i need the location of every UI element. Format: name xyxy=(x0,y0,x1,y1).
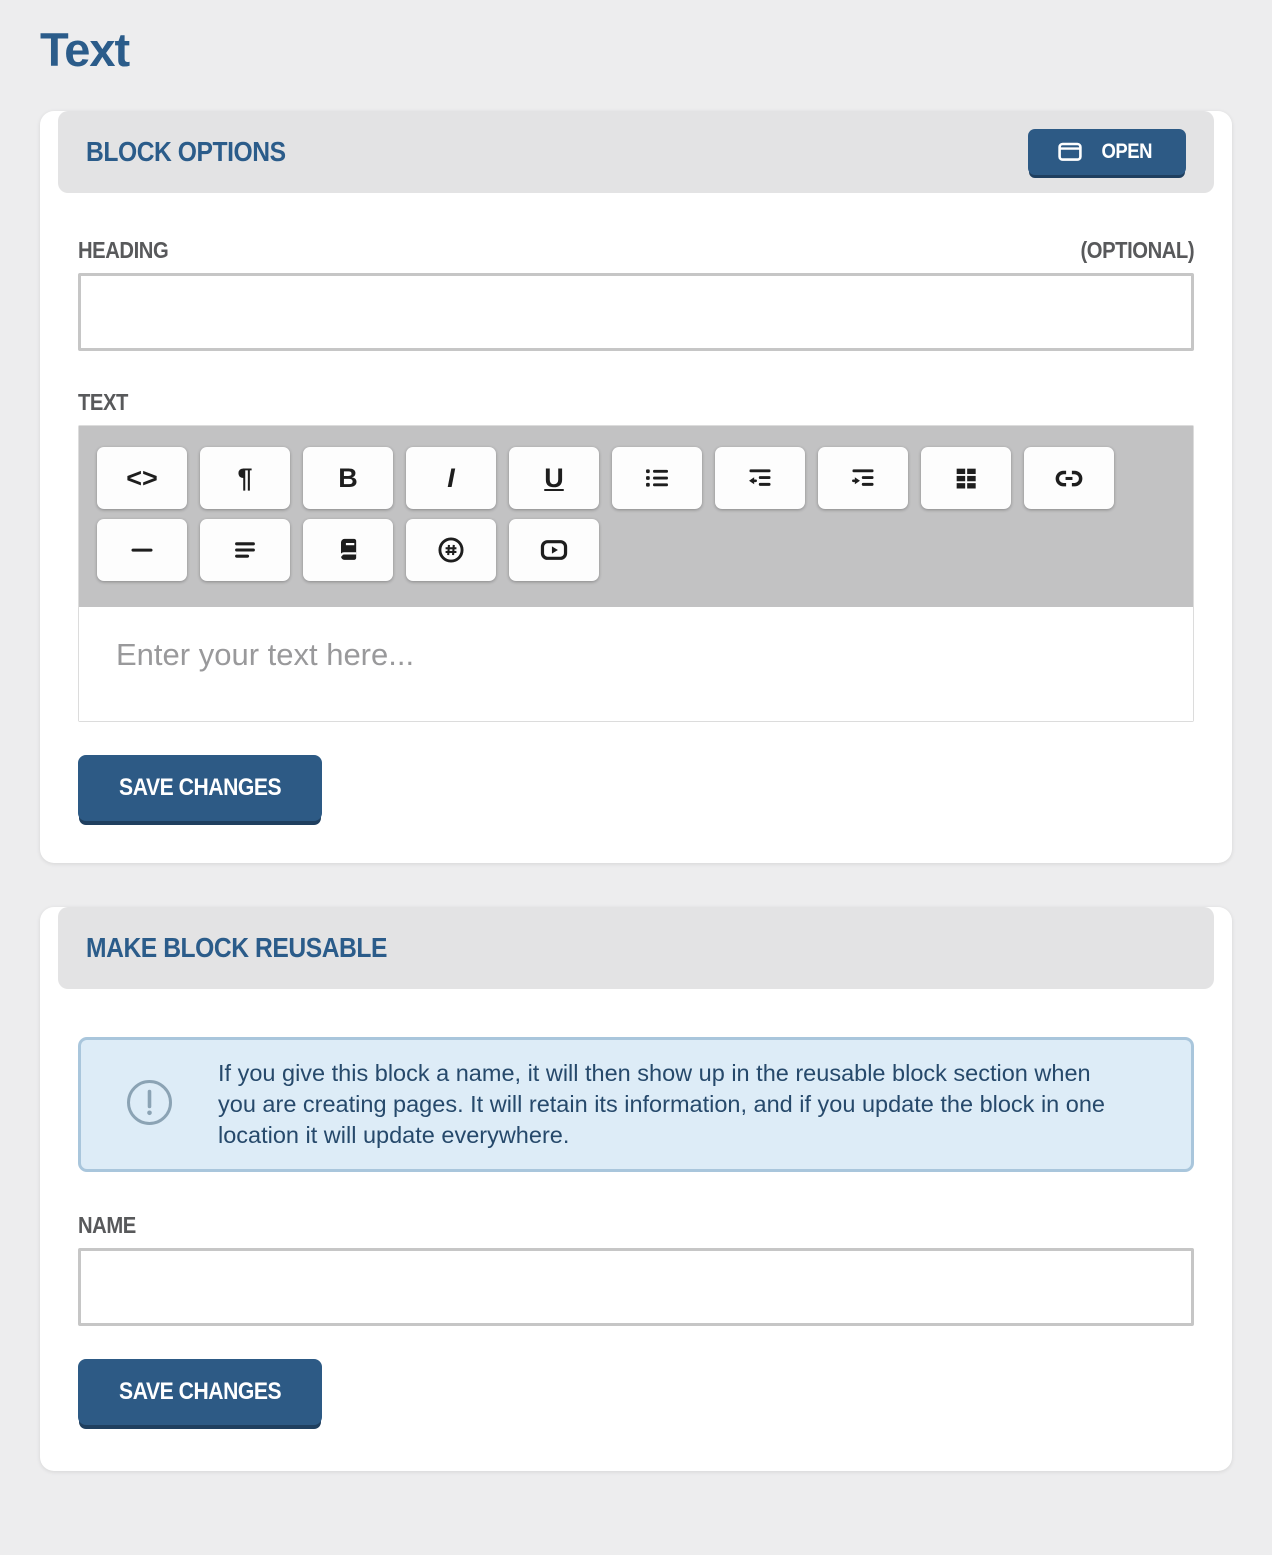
toolbar-bold-button[interactable] xyxy=(303,447,393,509)
insert-table-icon xyxy=(952,464,980,492)
underline-icon: U xyxy=(544,462,564,493)
unordered-list-icon xyxy=(643,464,671,492)
make-block-reusable-header xyxy=(58,907,1214,989)
rich-text-editor xyxy=(78,425,1194,722)
outdent-icon xyxy=(746,464,774,492)
editor-toolbar xyxy=(79,426,1193,607)
italic-icon: I xyxy=(447,462,455,493)
insert-video-icon xyxy=(539,536,569,564)
reusable-info-text: If you give this block a name, it will then show up in the reusable block section when you are creating pages. It will retain its information, and if you update the block in one location it will update everywhere. xyxy=(218,1060,1105,1148)
editor-placeholder: Enter your text here... xyxy=(116,637,415,672)
toolbar-align-button[interactable] xyxy=(200,519,290,581)
toolbar-unordered-list-button[interactable] xyxy=(612,447,702,509)
make-block-reusable-title: MAKE BLOCK REUSABLE xyxy=(86,932,388,963)
code-icon: <> xyxy=(126,462,158,493)
toolbar-underline-button[interactable] xyxy=(509,447,599,509)
heading-label: HEADING xyxy=(78,237,169,263)
save-changes-button[interactable] xyxy=(78,755,322,821)
toolbar-insert-link-button[interactable] xyxy=(1024,447,1114,509)
save-changes-label: SAVE CHANGES xyxy=(119,774,282,801)
reusable-save-changes-label: SAVE CHANGES xyxy=(119,1378,282,1405)
heading-optional-label: (OPTIONAL) xyxy=(1080,237,1194,263)
horizontal-rule-icon xyxy=(128,536,156,564)
toolbar-horizontal-rule-button[interactable] xyxy=(97,519,187,581)
window-icon xyxy=(1058,141,1082,163)
bold-icon: B xyxy=(338,462,358,493)
text-label: TEXT xyxy=(78,389,128,415)
anchor-hash-icon xyxy=(436,535,466,565)
exclamation-icon xyxy=(125,1078,174,1132)
block-options-title: BLOCK OPTIONS xyxy=(86,136,286,167)
make-block-reusable-body xyxy=(40,1007,1232,1471)
open-button[interactable] xyxy=(1028,129,1186,175)
toolbar-insert-video-button[interactable] xyxy=(509,519,599,581)
toolbar-indent-button[interactable] xyxy=(818,447,908,509)
page-title: Text xyxy=(40,23,130,76)
indent-icon xyxy=(849,464,877,492)
make-block-reusable-card xyxy=(40,907,1232,1471)
toolbar-italic-button[interactable] xyxy=(406,447,496,509)
block-options-body xyxy=(40,211,1232,863)
toolbar-code-button[interactable] xyxy=(97,447,187,509)
insert-link-icon xyxy=(1054,464,1084,492)
reusable-info-box xyxy=(78,1037,1194,1172)
toolbar-anchor-hash-button[interactable] xyxy=(406,519,496,581)
reusable-save-changes-button[interactable] xyxy=(78,1359,322,1425)
toolbar-outdent-button[interactable] xyxy=(715,447,805,509)
name-input[interactable] xyxy=(78,1248,1194,1326)
open-button-label: OPEN xyxy=(1101,140,1153,163)
block-options-card xyxy=(40,111,1232,863)
block-options-header xyxy=(58,111,1214,193)
book-icon xyxy=(334,536,362,564)
name-label: NAME xyxy=(78,1212,136,1238)
toolbar-paragraph-button[interactable] xyxy=(200,447,290,509)
toolbar-insert-table-button[interactable] xyxy=(921,447,1011,509)
align-icon xyxy=(231,536,259,564)
toolbar-book-button[interactable] xyxy=(303,519,393,581)
editor-content-area[interactable] xyxy=(79,607,1193,721)
heading-input[interactable] xyxy=(78,273,1194,351)
paragraph-icon: ¶ xyxy=(237,462,253,493)
